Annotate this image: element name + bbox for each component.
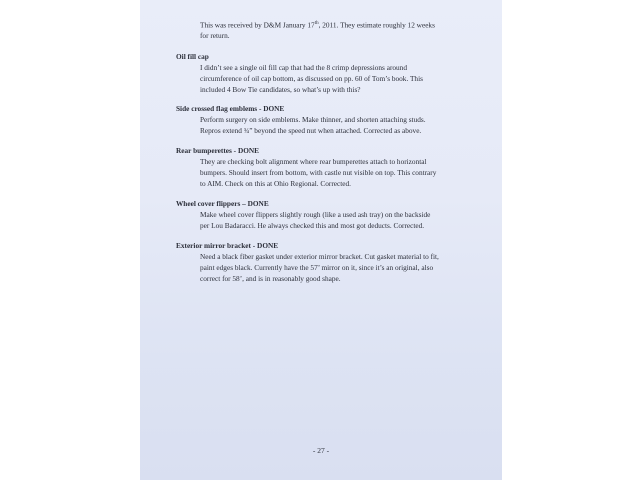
section-body-exterior-mirror-bracket: Need a black fiber gasket under exterior mirror bracket. Cut gasket material to fit, paint edges black. Currently have the 57’ mirror on it, since it’s an original, also correct for 58’, and is in reasonably good shape. — [200, 252, 439, 283]
section-body-rear-bumperettes: They are checking bolt alignment where rear bumperettes attach to horizontal bumpers. Should insert from bottom, with castle nut visible on top. This contrary to AIM. Check on this at Ohio Regional. Corrected. — [200, 157, 437, 188]
section-heading-oil-fill-cap: Oil fill cap — [176, 52, 209, 61]
section-heading-wheel-cover-flippers: Wheel cover flippers – DONE — [176, 199, 269, 208]
intro-superscript: th — [314, 21, 319, 26]
document-page — [140, 0, 502, 480]
intro-paragraph — [200, 18, 500, 41]
page-number: - 27 - — [312, 446, 330, 455]
section-heading-rear-bumperettes: Rear bumperettes - DONE — [176, 146, 260, 155]
section-body-oil-fill-cap: I didn’t see a single oil fill cap that had the 8 crimp depressions around circumference of oil cap bottom, as discussed on pp. 60 of Tom’s book. This included 4 Bow Tie candidates, so what’s up with this? — [200, 63, 423, 94]
section-body-side-emblems: Perform surgery on side emblems. Make thinner, and shorten attaching studs. Repros extend ¾” beyond the speed nut when attached. Corrected as above. — [200, 115, 426, 135]
section-heading-exterior-mirror-bracket: Exterior mirror bracket - DONE — [176, 241, 279, 250]
intro-text-continued: , 2011. They estimate roughly 12 weeks for return. — [200, 20, 435, 41]
intro-text: This was received by D&M January 17 — [200, 20, 315, 30]
section-body-wheel-cover-flippers: Make wheel cover flippers slightly rough (like a used ash tray) on the backside per Lou Badaracci. He always checked this and most got deducts. Corrected. — [200, 210, 431, 230]
section-heading-side-emblems: Side crossed flag emblems - DONE — [176, 104, 285, 113]
